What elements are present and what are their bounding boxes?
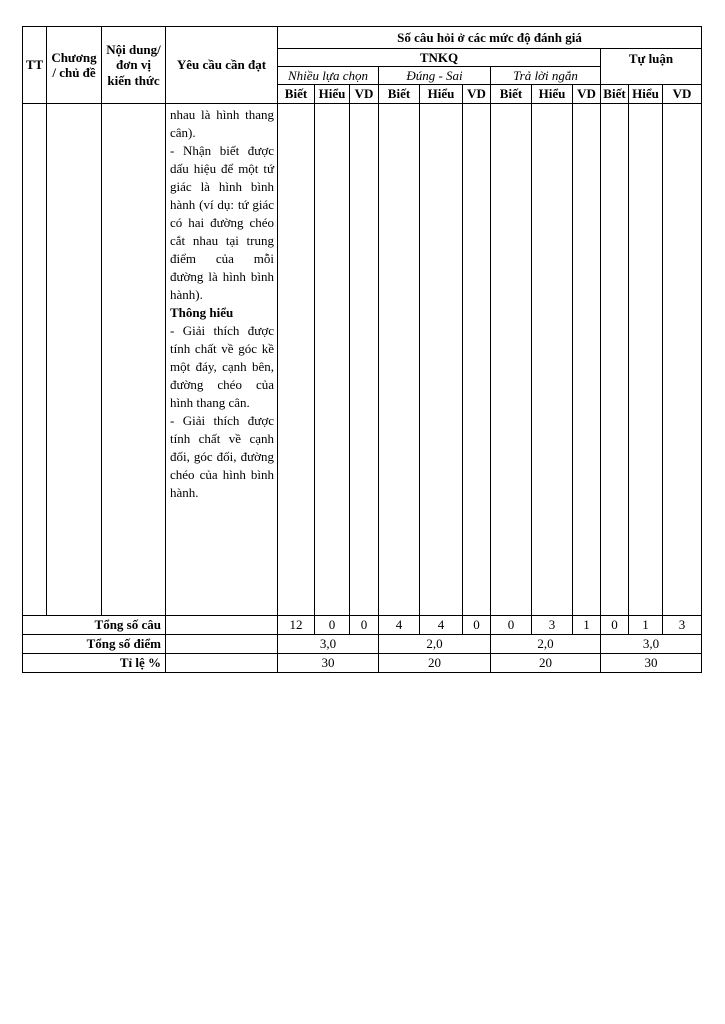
summary-label-ti-le: Tỉ lệ % bbox=[23, 654, 166, 673]
total-questions-value: 4 bbox=[379, 616, 420, 635]
summary-row-tong-so-cau bbox=[23, 616, 702, 635]
empty-count-cell bbox=[350, 104, 379, 616]
empty-count-cell bbox=[420, 104, 463, 616]
percentage-value: 20 bbox=[379, 654, 491, 673]
level-header-hieu-2: Hiểu bbox=[420, 85, 463, 104]
requirement-paragraph: - Nhận biết được dấu hiệu để một tứ giác là hình bình hành (ví dụ: tứ giác có hai đường chéo cắt nhau tại trung điểm của mỗi đường là hình bình hành). bbox=[170, 143, 274, 302]
total-questions-value: 1 bbox=[573, 616, 601, 635]
level-header-hieu-1: Hiểu bbox=[315, 85, 350, 104]
empty-cell-chuong bbox=[47, 104, 102, 616]
total-questions-value: 0 bbox=[491, 616, 532, 635]
empty-count-cell bbox=[573, 104, 601, 616]
total-points-value: 3,0 bbox=[278, 635, 379, 654]
empty-count-cell bbox=[463, 104, 491, 616]
total-points-value: 3,0 bbox=[601, 635, 702, 654]
level-header-biet-2: Biết bbox=[379, 85, 420, 104]
level-header-hieu-3: Hiểu bbox=[532, 85, 573, 104]
percentage-value: 30 bbox=[601, 654, 702, 673]
level-header-vd-4: VD bbox=[663, 85, 702, 104]
content-row bbox=[23, 104, 702, 616]
total-questions-value: 3 bbox=[532, 616, 573, 635]
empty-count-cell bbox=[315, 104, 350, 616]
requirement-paragraph: - Giải thích được tính chất về góc kề một đáy, cạnh bên, đường chéo của hình thang cân. bbox=[170, 323, 274, 410]
total-questions-value: 1 bbox=[629, 616, 663, 635]
empty-count-cell bbox=[278, 104, 315, 616]
total-questions-value: 0 bbox=[463, 616, 491, 635]
header-cell-tnkq: TNKQ bbox=[278, 49, 601, 67]
summary-row-tong-so-diem bbox=[23, 635, 702, 654]
percentage-value: 30 bbox=[278, 654, 379, 673]
header-cell-yeu-cau-can-dat: Yêu cầu cần đạt bbox=[166, 27, 278, 104]
empty-cell-yeu-cau bbox=[166, 654, 278, 673]
empty-count-cell bbox=[532, 104, 573, 616]
level-header-vd-3: VD bbox=[573, 85, 601, 104]
summary-row-ti-le bbox=[23, 654, 702, 673]
header-cell-so-cau-hoi: Số câu hỏi ở các mức độ đánh giá bbox=[278, 27, 702, 49]
total-points-value: 2,0 bbox=[379, 635, 491, 654]
total-questions-value: 4 bbox=[420, 616, 463, 635]
total-questions-value: 0 bbox=[315, 616, 350, 635]
group-header-dung-sai: Đúng - Sai bbox=[379, 67, 491, 85]
summary-label-tong-so-diem: Tổng số điểm bbox=[23, 635, 166, 654]
empty-cell-yeu-cau bbox=[166, 616, 278, 635]
level-header-vd-2: VD bbox=[463, 85, 491, 104]
empty-cell-noi-dung bbox=[102, 104, 166, 616]
header-cell-tt: TT bbox=[23, 27, 47, 104]
empty-cell-yeu-cau bbox=[166, 635, 278, 654]
level-header-biet-1: Biết bbox=[278, 85, 315, 104]
total-questions-value: 3 bbox=[663, 616, 702, 635]
empty-count-cell bbox=[601, 104, 629, 616]
level-header-hieu-4: Hiểu bbox=[629, 85, 663, 104]
empty-count-cell bbox=[491, 104, 532, 616]
percentage-value: 20 bbox=[491, 654, 601, 673]
header-cell-chuong-chu-de: Chương / chủ đề bbox=[47, 27, 102, 104]
total-questions-value: 0 bbox=[350, 616, 379, 635]
requirement-paragraph-thong-hieu: Thông hiểu bbox=[170, 305, 234, 320]
requirement-paragraph: nhau là hình thang cân). bbox=[170, 107, 274, 140]
exam-matrix-table bbox=[22, 26, 702, 673]
header-cell-tu-luan: Tự luận bbox=[601, 49, 702, 85]
level-header-biet-3: Biết bbox=[491, 85, 532, 104]
group-header-tra-loi-ngan: Trả lời ngắn bbox=[491, 67, 601, 85]
summary-label-tong-so-cau: Tổng số câu bbox=[23, 616, 166, 635]
empty-cell-tt bbox=[23, 104, 47, 616]
total-points-value: 2,0 bbox=[491, 635, 601, 654]
total-questions-value: 12 bbox=[278, 616, 315, 635]
total-questions-value: 0 bbox=[601, 616, 629, 635]
header-row-1 bbox=[23, 27, 702, 49]
header-cell-noi-dung: Nội dung/ đơn vị kiến thức bbox=[102, 27, 166, 104]
empty-count-cell bbox=[629, 104, 663, 616]
group-header-nhieu-lua-chon: Nhiều lựa chọn bbox=[278, 67, 379, 85]
level-header-biet-4: Biết bbox=[601, 85, 629, 104]
requirement-paragraph: - Giải thích được tính chất về cạnh đối, góc đối, đường chéo của hình bình hành. bbox=[170, 413, 274, 500]
empty-count-cell bbox=[663, 104, 702, 616]
level-header-vd-1: VD bbox=[350, 85, 379, 104]
empty-count-cell bbox=[379, 104, 420, 616]
requirement-cell bbox=[166, 104, 278, 616]
